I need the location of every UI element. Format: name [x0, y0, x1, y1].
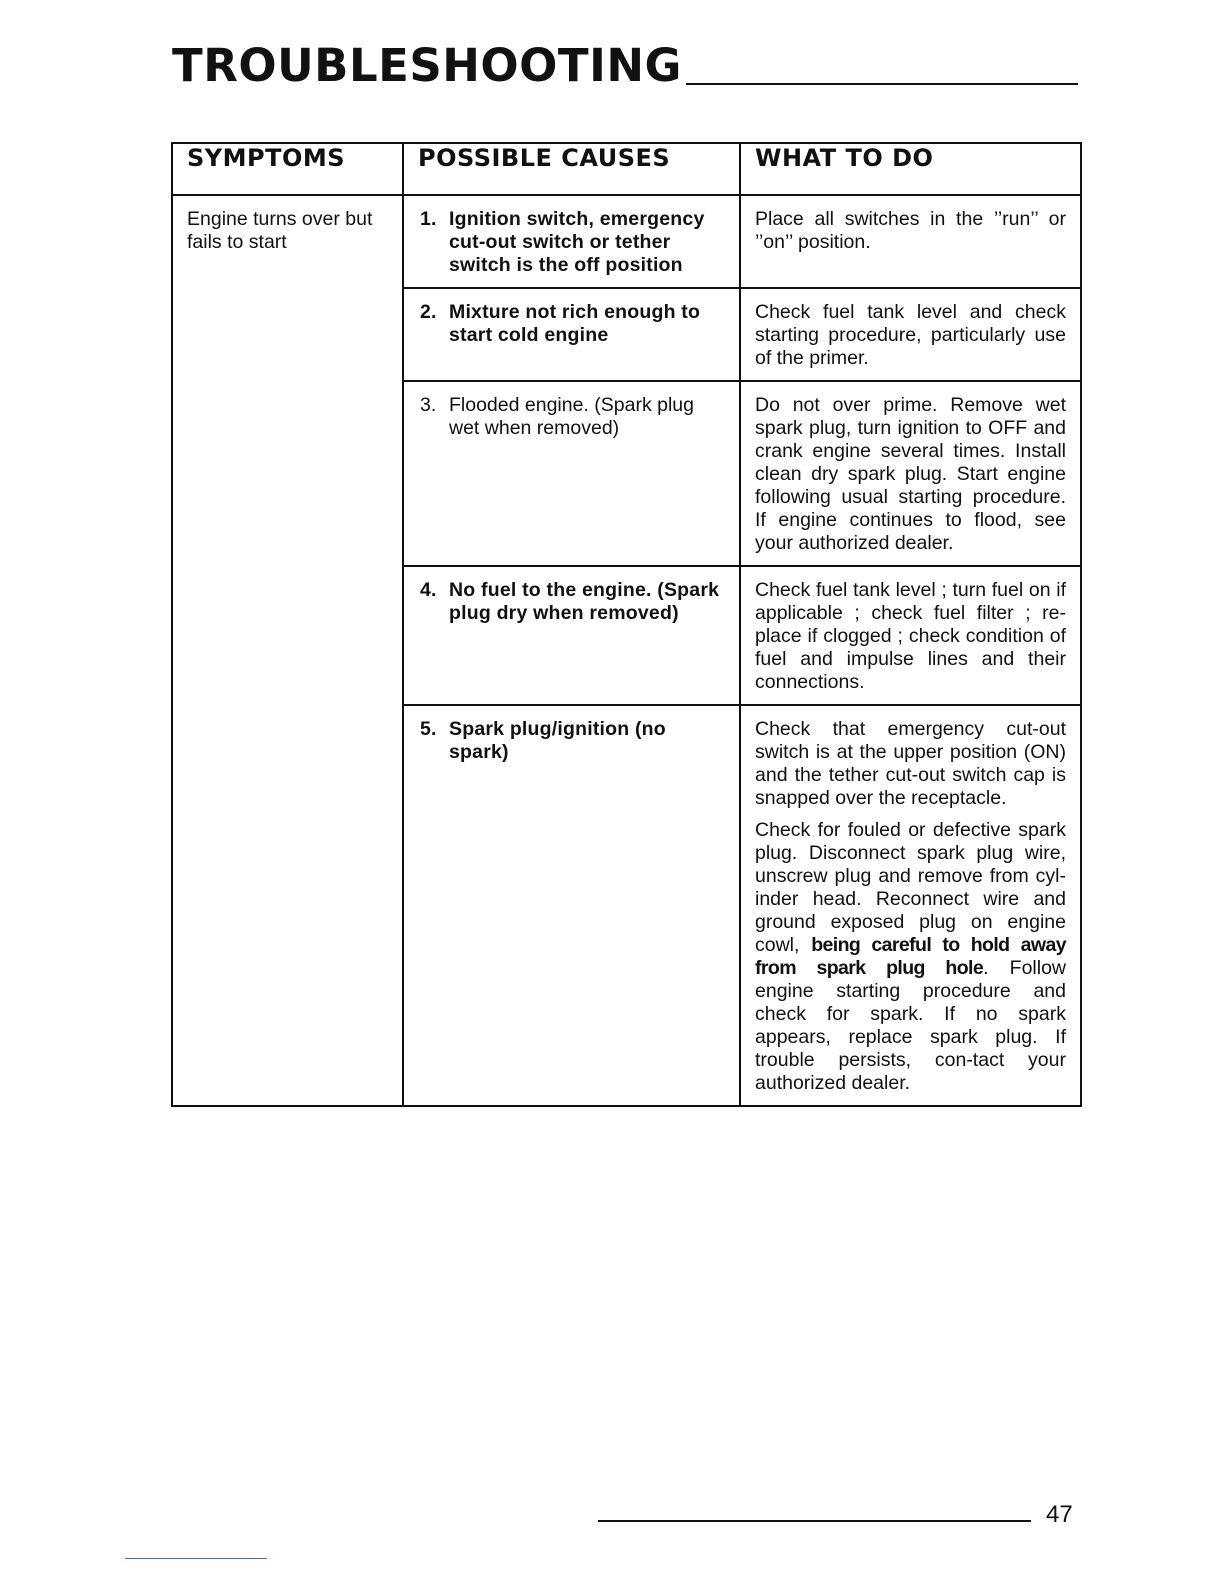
- cause-text: No fuel to the engine. (Spark plug dry when removed): [449, 579, 720, 624]
- cause-number: 1.: [420, 208, 437, 230]
- page-number: 47: [1046, 1501, 1073, 1528]
- what-to-do-cell: [740, 381, 1081, 566]
- bottom-edge-line: [125, 1558, 267, 1559]
- page-header: [172, 40, 1078, 92]
- footer-rule: [598, 1520, 1031, 1522]
- what-to-do-cell: [740, 195, 1081, 288]
- what-to-do-cell: [740, 705, 1081, 1106]
- what-to-do-text-part: Check for fouled or defective spark plug. Disconnect spark plug wire, unscrew plug and remove from cyl-inder head. Reconnect wire and ground exposed plug on engine cowl,: [755, 819, 1066, 956]
- what-to-do-text-part: . Follow engine starting procedure and check for spark. If no spark appears, replace spark plug. If trouble persists, con-tact your authorized dealer.: [755, 957, 1066, 1094]
- header-possible-causes: POSSIBLE CAUSES: [403, 143, 740, 195]
- troubleshooting-table: [171, 142, 1082, 1107]
- what-to-do-text: Check fuel tank level and check starting procedure, particularly use of the primer.: [755, 301, 1066, 369]
- cause-text: Ignition switch, emergency cut-out switch or tether switch is the off position: [449, 208, 705, 276]
- symptom-cell: Engine turns over but fails to start: [172, 195, 403, 1106]
- cause-number: 3.: [420, 394, 437, 416]
- what-to-do-text: Place all switches in the ’’run’’ or ’’on’’ position.: [755, 208, 1066, 253]
- cause-text: Spark plug/ignition (no spark): [449, 718, 666, 763]
- cause-text: Mixture not rich enough to start cold engine: [449, 301, 701, 346]
- what-to-do-cell: [740, 566, 1081, 705]
- table-row: [172, 195, 1081, 288]
- cause-number: 2.: [420, 301, 437, 323]
- cause-cell: [403, 381, 740, 566]
- cause-cell: [403, 195, 740, 288]
- what-to-do-text: Do not over prime. Remove wet spark plug, turn ignition to OFF and crank engine several times. Install clean dry spark plug. Start engine following usual starting procedure. If engine continues to flood, see your authorized dealer.: [755, 394, 1066, 554]
- what-to-do-text: Check fuel tank level ; turn fuel on if applicable ; check fuel filter ; re-place if clogged ; check condition of fuel and impulse lines and their connections.: [755, 579, 1066, 693]
- cause-number: 5.: [420, 718, 437, 740]
- cause-cell: [403, 566, 740, 705]
- cause-cell: [403, 288, 740, 381]
- what-to-do-text: [755, 819, 1066, 1095]
- table-header-row: [172, 143, 1081, 195]
- safety-warning-text: being careful to hold away from spark plug hole: [755, 934, 1066, 979]
- cause-cell: [403, 705, 740, 1106]
- header-what-to-do: WHAT TO DO: [740, 143, 1081, 195]
- cause-text: Flooded engine. (Spark plug wet when removed): [449, 394, 694, 439]
- what-to-do-cell: [740, 288, 1081, 381]
- page-title: TROUBLESHOOTING: [172, 40, 686, 92]
- header-symptoms: SYMPTOMS: [172, 143, 403, 195]
- cause-number: 4.: [420, 579, 437, 601]
- what-to-do-text: Check that emergency cut-out switch is at the upper position (ON) and the tether cut-out switch cap is snapped over the receptacle.: [755, 718, 1066, 809]
